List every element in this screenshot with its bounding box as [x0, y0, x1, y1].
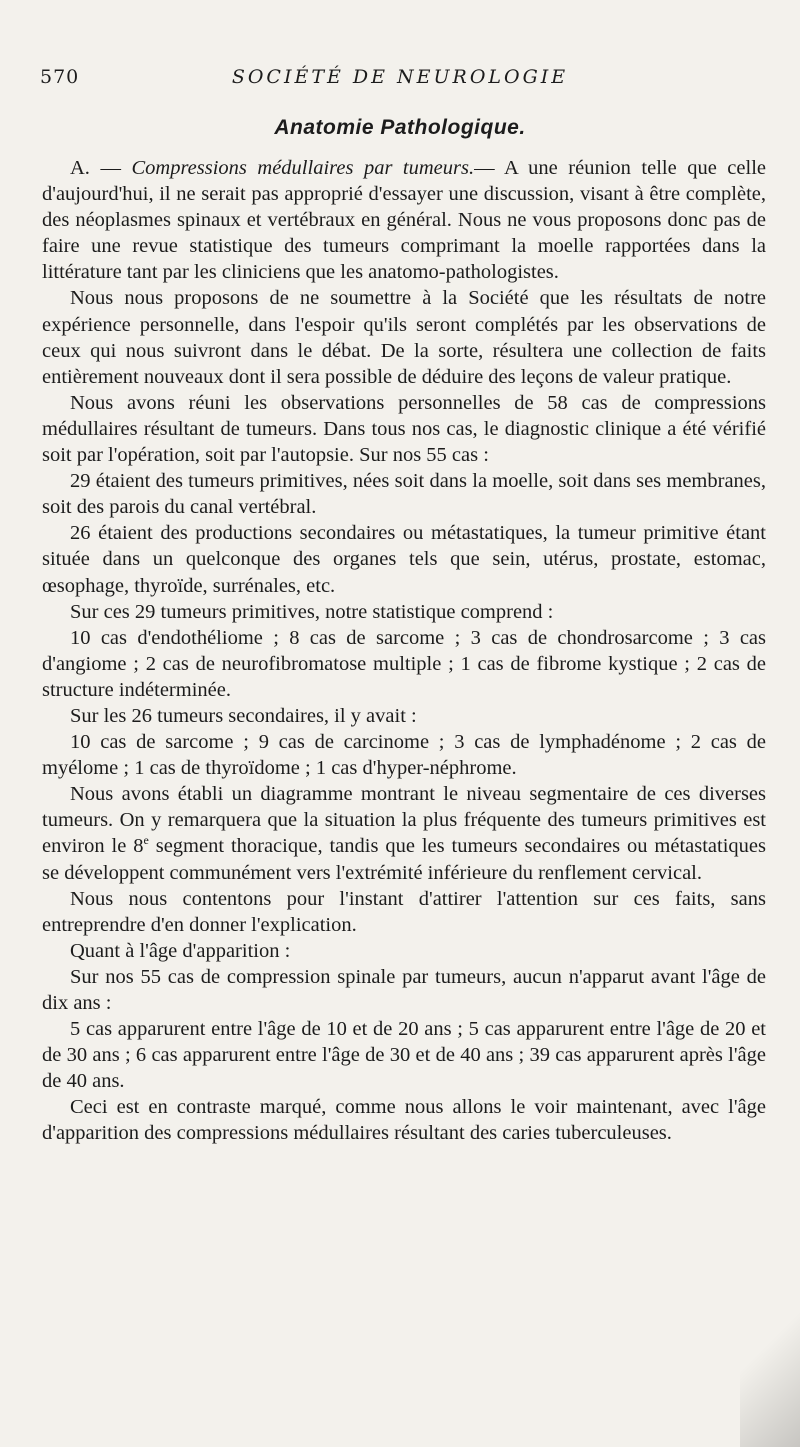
body-text	[42, 155, 766, 1147]
running-header	[40, 66, 760, 94]
paragraph-6: Sur ces 29 tumeurs primitives, notre statistique comprend :	[70, 600, 554, 623]
running-title: SOCIÉTÉ DE NEUROLOGIE	[231, 66, 569, 88]
paragraph-15: Ceci est en contraste marqué, comme nous allons le voir maintenant, avec l'âge d'apparition des compressions médullaires résultant des caries tuberculeuses.	[42, 1096, 766, 1145]
paragraph-subheading: Compressions médullaires par tumeurs.	[131, 157, 475, 179]
paragraph-10	[42, 781, 766, 885]
superscript: e	[143, 833, 149, 848]
page-number: 570	[40, 66, 80, 88]
paragraph-7: 10 cas d'endothéliome ; 8 cas de sarcome ; 3 cas de chondrosarcome ; 3 cas d'angiome ; 2 cas de neurofibromatose multiple ; 1 cas de fibrome kystique ; 2 cas de structure indéterminée.	[42, 626, 766, 701]
paragraph-5: 26 étaient des productions secondaires ou métastatiques, la tumeur primitive étant située dans un quelconque des organes tels que sein, utérus, prostate, estomac, œsophage, thyroïde, surrénales, etc.	[42, 522, 766, 597]
paragraph-3: Nous avons réuni les observations personnelles de 58 cas de compressions médullaires résultant de tumeurs. Dans tous nos cas, le diagnostic clinique a été vérifié soit par l'opération, soit par l'autopsie. Sur nos 55 cas :	[42, 391, 766, 467]
paragraph-14: 5 cas apparurent entre l'âge de 10 et de 20 ans ; 5 cas apparurent entre l'âge de 20 et de 30 ans ; 6 cas apparurent entre l'âge de 30 et de 40 ans ; 39 cas apparurent après l'âge de 40 ans.	[42, 1018, 766, 1093]
paragraph-11: Nous nous contentons pour l'instant d'attirer l'attention sur ces faits, sans entreprendre d'en donner l'explication.	[42, 887, 766, 936]
scan-edge-shadow	[740, 1280, 800, 1447]
paragraph-8: Sur les 26 tumeurs secondaires, il y avait :	[70, 704, 417, 727]
paragraph-text: Nous avons établi un diagramme montrant le niveau segmentaire de ces diverses tumeurs. On y remarquera que la situation la plus fréquente des tumeurs primitives est environ le 8	[42, 783, 766, 858]
paragraph-9: 10 cas de sarcome ; 9 cas de carcinome ; 3 cas de lymphadénome ; 2 cas de myélome ; 1 cas de thyroïdome ; 1 cas d'hyper-néphrome.	[42, 731, 766, 780]
paragraph-text: segment thoracique, tandis que les tumeurs secondaires ou métastatiques se développent communément vers l'extrémité inférieure du renflement cervical.	[42, 835, 766, 884]
paragraph-lead: A. —	[70, 157, 121, 179]
paragraph-4: 29 étaient des tumeurs primitives, nées soit dans la moelle, soit dans ses membranes, soit des parois du canal vertébral.	[42, 470, 766, 519]
paragraph-text: — A une réunion telle que celle d'aujourd'hui, il ne serait pas approprié d'essayer une discussion, visant à être complète, des néoplasmes spinaux et vertébraux en général. Nous ne vous proposons donc pas de faire une revue statistique des tumeurs comprimant la moelle rapportées dans la littérature tant par les cliniciens que les anatomo-pathologistes.	[42, 157, 766, 284]
paragraph-1	[42, 155, 766, 285]
paragraph-2: Nous nous proposons de ne soumettre à la Société que les résultats de notre expérience personnelle, dans l'espoir qu'ils seront complétés par les observations de ceux qui nous suivront dans le débat. De la sorte, résultera une collection de faits entièrement nouveaux dont il sera possible de déduire des leçons de valeur pratique.	[42, 287, 766, 388]
section-title: Anatomie Pathologique.	[274, 116, 526, 139]
paragraph-13: Sur nos 55 cas de compression spinale par tumeurs, aucun n'apparut avant l'âge de dix ans :	[42, 965, 766, 1014]
paragraph-12: Quant à l'âge d'apparition :	[70, 939, 291, 962]
